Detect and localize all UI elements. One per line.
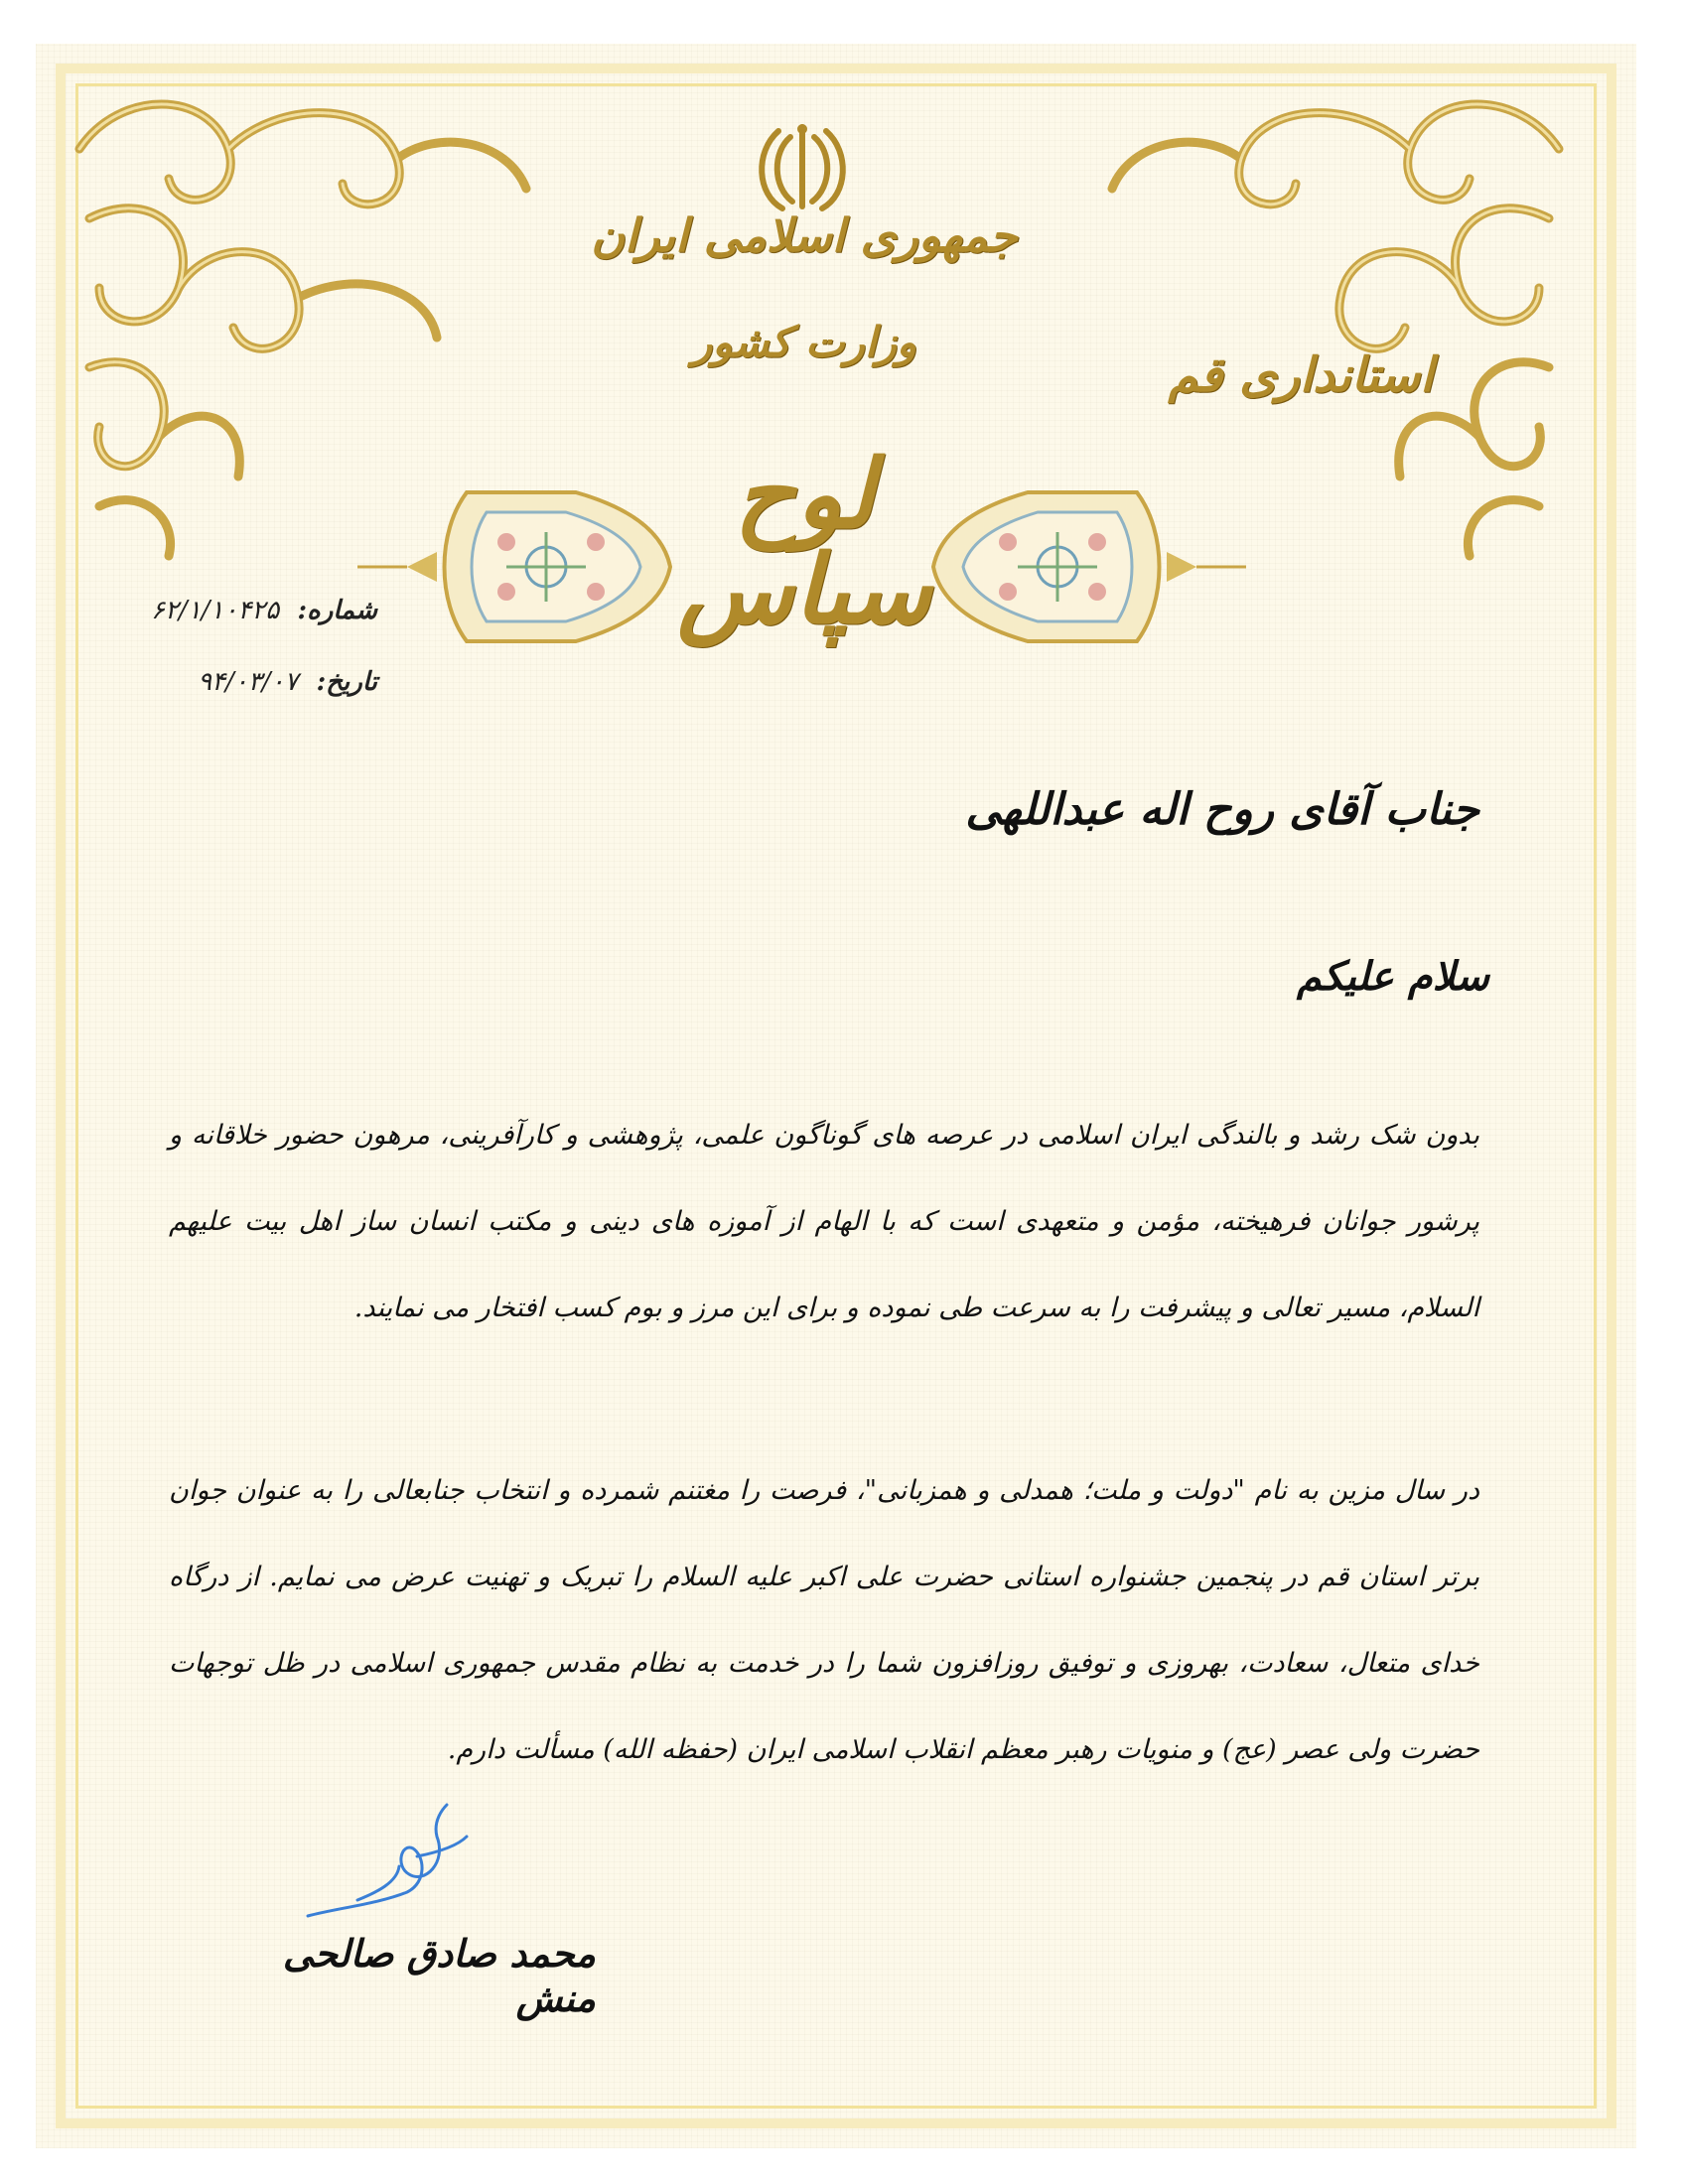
recipient-line: جناب آقای روح اله عبداللهی [965,784,1479,835]
body-paragraph-2: در سال مزین به نام "دولت و ملت؛ همدلی و همزبانی"، فرصت را مغتنم شمرده و انتخاب جنابعالی را به عنوان جوان برتر استان قم در پنجمین جشنواره استانی حضرت علی اکبر علیه السلام را تبریک و تهنیت عرض می نمایم. از درگاه خدای متعال، سعادت، بهروزی و توفیق روزافزون شما را در خدمت به نظام مقدس جمهوری اسلامی در ظل توجهات حضرت ولی عصر (عج) و منویات رهبر معظم انقلاب اسلامی ایران (حفظه الله) مسألت دارم. [169,1475,1479,1765]
signatory-name: محمد صادق صالحی منش [282,1931,596,2020]
letter-date [139,667,377,697]
letter-number-value: ۶۲/۱/۱۰۴۲۵ [150,596,280,625]
governorate-title: استانداری قم [1168,347,1434,403]
illuminated-medallion-right [928,473,1256,665]
plaque-title: لوح سپاس [677,438,931,645]
letter-number-label: شماره: [297,596,377,625]
letter-date-label: تاریخ: [316,667,377,697]
letter-number [139,596,377,625]
handwritten-signature [298,1797,477,1940]
ministry-title: وزارت کشور [691,318,917,366]
illuminated-medallion-left [348,473,675,665]
letter-date-value: ۹۴/۰۳/۰۷ [198,667,299,697]
greeting-line: سلام علیکم [1297,953,1489,1000]
republic-title: جمهوری اسلامی ایران [591,208,1018,262]
body-paragraph-1: بدون شک رشد و بالندگی ایران اسلامی در عرصه های گوناگون علمی، پژوهشی و کارآفرینی، مرهون حضور خلاقانه و پرشور جوانان فرهیخته، مؤمن و متعهدی است که با الهام از آموزه های دینی و مکتب انسان ساز اهل بیت علیهم السلام، مسیر تعالی و پیشرفت را به سرعت طی نموده و برای این مرز و بوم کسب افتخار می نمایند. [169,1120,1479,1323]
iran-emblem-icon [753,117,852,216]
